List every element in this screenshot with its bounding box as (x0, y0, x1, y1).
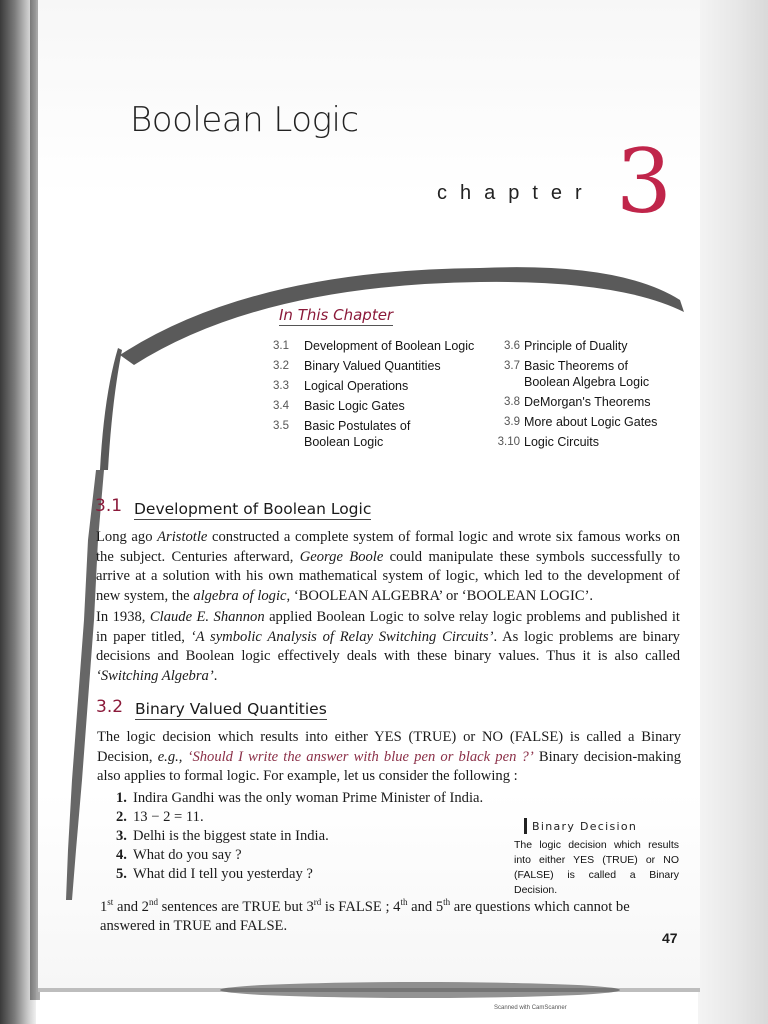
toc-item-3-9: 3.9 More about Logic Gates (504, 415, 658, 429)
sidebar-marker (524, 818, 527, 834)
scanner-watermark: Scanned with CamScanner (494, 1005, 567, 1011)
toc-column-left (273, 338, 493, 450)
section-3-1-paragraph-2: In 1938, Claude E. Shannon applied Boolean Logic to solve relay logic problems and published it in paper titled, ‘A symbolic Analysis of Relay Switching Circuits’. As logic problems are binary decisions and Boolean logic effectively deals with these binary values. Thus it is also called ‘Switching Algebra’. (96, 609, 680, 684)
toc-item-3-8: 3.8 DeMorgan's Theorems (504, 395, 651, 409)
toc-item-3-6: 3.6 Principle of Duality (504, 339, 628, 353)
section-3-1-number: 3.1 (95, 496, 123, 516)
list-item: 3. Delhi is the biggest state in India. (116, 828, 329, 844)
section-3-1-heading: Development of Boolean Logic (134, 500, 372, 518)
section-3-2-conclusion: 1st and 2nd sentences are TRUE but 3rd is FALSE ; 4th and 5th are questions which cannot be answered in TRUE and FALSE. (100, 897, 630, 935)
chapter-label: chapter (437, 182, 595, 204)
list-item: 5. What did I tell you yesterday ? (116, 866, 313, 882)
toc-item-3-2: 3.2 Binary Valued Quantities (273, 359, 441, 373)
toc-item-3-10: 3.10 Logic Circuits (497, 435, 600, 449)
list-item: 2. 13 − 2 = 11. (116, 809, 204, 825)
page-number: 47 (662, 930, 678, 946)
toc-item-3-4: 3.4 Basic Logic Gates (273, 399, 405, 413)
list-item: 4. What do you say ? (116, 847, 242, 863)
toc-column-right (484, 338, 684, 450)
list-item: 1. Indira Gandhi was the only woman Prime Minister of India. (116, 790, 484, 806)
toc-item-3-1: 3.1 Development of Boolean Logic (273, 339, 475, 353)
example-list (116, 789, 516, 884)
section-3-1-paragraph-1: Long ago Aristotle constructed a complete system of formal logic and wrote six famous works on the subject. Centuries afterward, George Boole could manipulate these symbols successfully to arrive at a solution with his own mathematical system of logic, which led to the development of new system, the algebra of logic, ‘BOOLEAN ALGEBRA’ or ‘BOOLEAN LOGIC’. (96, 529, 681, 604)
section-3-2-heading: Binary Valued Quantities (135, 700, 327, 718)
section-3-2-number: 3.2 (96, 697, 124, 717)
toc-item-3-5: 3.5 Basic Postulates of Boolean Logic (273, 419, 411, 449)
toc-item-3-3: 3.3 Logical Operations (273, 379, 409, 393)
in-this-chapter-heading: In This Chapter (279, 306, 394, 324)
toc-item-3-7: 3.7 Basic Theorems of Boolean Algebra Logic (504, 359, 650, 389)
section-3-2-paragraph-1: The logic decision which results into either YES (TRUE) or NO (FALSE) is called a Binary Decision, e.g., ‘Should I write the answer with blue pen or black pen ?’ Binary decision-making also applies to formal logic. For example, let us consider the following : (97, 729, 681, 784)
chapter-number: 3 (616, 130, 672, 233)
chapter-title: Boolean Logic (130, 100, 359, 140)
binary-decision-sidebar-title: Binary Decision (524, 818, 637, 834)
binary-decision-sidebar-text: The logic decision which results into either YES (TRUE) or NO (FALSE) is called a Binary Decision. (514, 839, 679, 896)
